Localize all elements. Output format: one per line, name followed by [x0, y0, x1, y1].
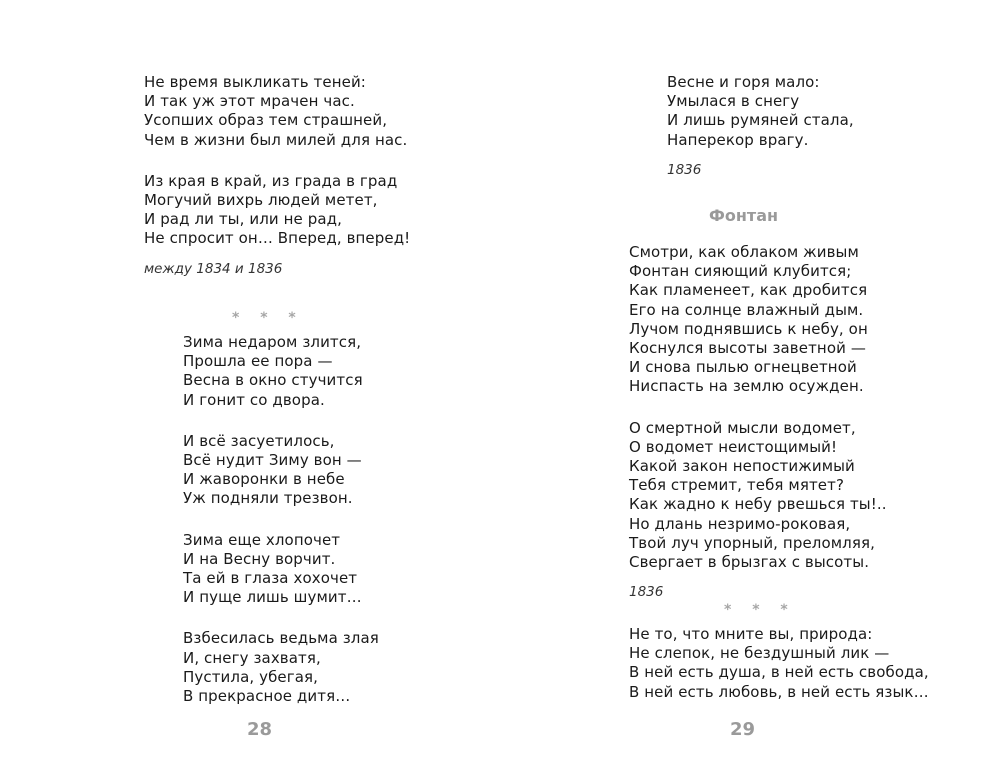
stanza	[629, 625, 929, 702]
verse-line: Как жадно к небу рвешься ты!..	[629, 495, 887, 514]
verse-line: Лучом поднявшись к небу, он	[629, 319, 868, 338]
verse-line: Прошла ее пора —	[183, 352, 333, 371]
verse-line: Зима еще хлопочет	[183, 530, 341, 549]
verse-line: Умылася в снегу	[667, 92, 800, 111]
verse-line: И всё засуетилось,	[183, 431, 335, 450]
verse-line: Всё нудит Зиму вон —	[183, 451, 362, 470]
verse-line: Фонтан сияющий клубится;	[629, 262, 852, 281]
verse-line: И пуще лишь шумит…	[183, 588, 362, 607]
stanza	[183, 629, 379, 706]
verse-line: Твой луч упорный, преломляя,	[629, 533, 875, 552]
right-page	[500, 0, 1001, 770]
verse-line: Весна в окно стучится	[183, 371, 363, 390]
verse-line: Весне и горя мало:	[667, 73, 820, 91]
verse-line: Как пламенеет, как дробится	[629, 281, 868, 300]
verse-line: О водомет неистощимый!	[629, 437, 838, 456]
poem-fountain	[629, 243, 887, 600]
poem-winter	[183, 333, 379, 728]
verse-line: Не то, что мните вы, природа:	[629, 625, 873, 643]
verse-line: Наперекор врагу.	[667, 130, 809, 149]
verse-line: Чем в жизни был милей для нас.	[144, 130, 408, 149]
verse-line: И жаворонки в небе	[183, 470, 345, 489]
verse-line: Свергает в брызгах с высоты.	[629, 553, 870, 572]
poem-date: 1836	[629, 584, 664, 601]
verse-line: И рад ли ты, или не рад,	[144, 210, 342, 229]
stanza	[629, 243, 887, 397]
verse-line: Могучий вихрь людей метет,	[144, 191, 378, 210]
stanza	[144, 73, 410, 150]
poem-nature	[629, 625, 929, 702]
verse-line: Пустила, убегая,	[183, 667, 319, 686]
verse-line: В ней есть душа, в ней есть свобода,	[629, 663, 929, 682]
verse-line: Не время выкликать теней:	[144, 73, 366, 91]
page-number: 28	[247, 719, 273, 740]
verse-line: Усопших образ тем страшней,	[144, 111, 388, 130]
stanza	[183, 333, 379, 410]
verse-line: Ниспасть на землю осужден.	[629, 377, 864, 396]
poem-ending	[144, 73, 410, 277]
stanza	[183, 531, 379, 608]
page-number: 29	[730, 719, 756, 740]
verse-line: Из края в край, из града в град	[144, 171, 398, 190]
verse-line: И, снегу захватя,	[183, 648, 321, 667]
verse-line: Какой закон непостижимый	[629, 457, 855, 476]
verse-line: И снова пылью огнецветной	[629, 358, 857, 377]
verse-line: Тебя стремит, тебя мятет?	[629, 476, 845, 495]
verse-line: Не слепок, не бездушный лик —	[629, 644, 890, 663]
verse-line: Коснулся высоты заветной —	[629, 339, 866, 358]
stanza	[144, 172, 410, 249]
verse-line: В прекрасное дитя…	[183, 687, 351, 706]
section-separator: * * *	[724, 602, 796, 618]
verse-line: Зима недаром злится,	[183, 333, 362, 351]
verse-line: И так уж этот мрачен час.	[144, 92, 355, 111]
verse-line: Но длань незримо-роковая,	[629, 514, 851, 533]
verse-line: И на Весну ворчит.	[183, 549, 336, 568]
verse-line: И гонит со двора.	[183, 390, 325, 409]
poem-title: Фонтан	[709, 206, 779, 225]
verse-line: Уж подняли трезвон.	[183, 489, 353, 508]
verse-line: В ней есть любовь, в ней есть язык…	[629, 682, 929, 701]
verse-line: Не спросит он… Вперед, вперед!	[144, 229, 411, 248]
verse-line: О смертной мысли водомет,	[629, 418, 856, 437]
verse-line: И лишь румяней стала,	[667, 111, 854, 130]
verse-line: Та ей в глаза хохочет	[183, 569, 358, 588]
stanza	[667, 73, 854, 150]
poem-date: между 1834 и 1836	[144, 260, 283, 277]
verse-line: Смотри, как облаком живым	[629, 243, 859, 261]
verse-line: Взбесилась ведьма злая	[183, 629, 379, 648]
section-separator: * * *	[232, 310, 304, 326]
verse-line: Его на солнце влажный дым.	[629, 300, 864, 319]
poem-date: 1836	[667, 161, 702, 178]
poem-winter-ending	[667, 73, 854, 178]
left-page	[0, 0, 500, 770]
stanza	[183, 432, 379, 509]
stanza	[629, 419, 887, 573]
